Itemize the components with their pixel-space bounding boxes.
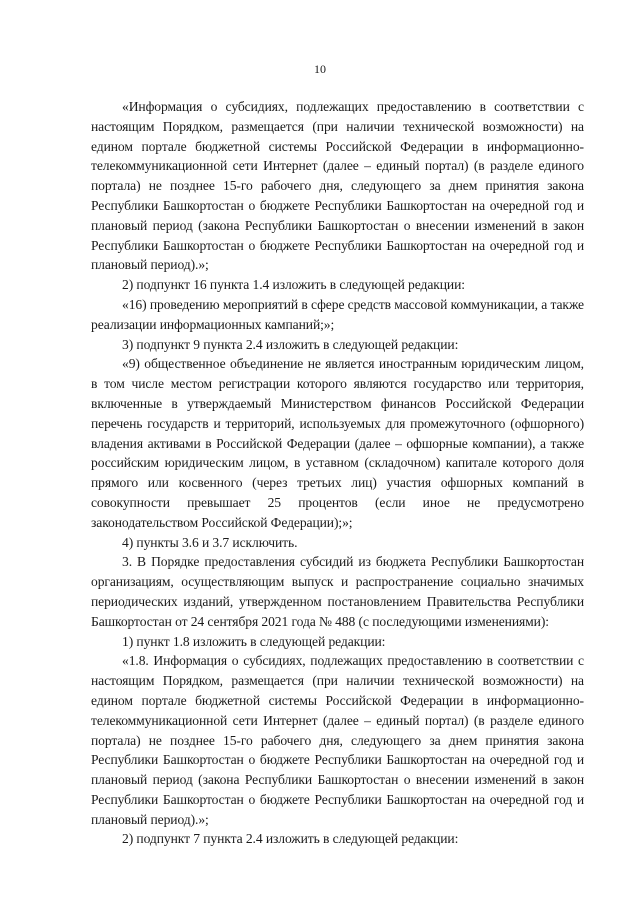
paragraph-item-3: 3) подпункт 9 пункта 2.4 изложить в следующей редакции: — [122, 336, 459, 352]
paragraph-subitem-9: «9) общественное объединение не является иностранным юридическим лицом, в том числе местом регистрации которого являются государство или территория, включенные в утверждаемый Министерством финансов Российской Федерации перечень государств и территорий, используемых для промежуточного (офшорного) владения активами в Российской Федерации (далее – офшорные компании), а также российским юридическим лицом, в уставном (складочном) капитале которого доля прямого или косвенного (через третьих лиц) участия офшорных компаний в совокупности превышает 25 процентов (если иное не предусмотрено законодательством Российской Федерации);»; — [91, 356, 584, 530]
paragraph-item-2: 2) подпункт 16 пункта 1.4 изложить в следующей редакции: — [122, 277, 465, 293]
document-body — [91, 97, 584, 849]
page-number: 10 — [314, 62, 326, 76]
paragraph-item-2-subitem-7: 2) подпункт 7 пункта 2.4 изложить в следующей редакции: — [122, 831, 459, 847]
paragraph-item-1: 1) пункт 1.8 изложить в следующей редакции: — [122, 633, 386, 649]
paragraph-section-3: 3. В Порядке предоставления субсидий из бюджета Республики Башкортостан организациям, осуществляющим выпуск и распространение социально значимых периодических изданий, утвержденном постановлением Правительства Республики Башкортостан от 24 сентября 2021 года № 488 (с последующими изменениями): — [91, 554, 584, 629]
paragraph-item-4: 4) пункты 3.6 и 3.7 исключить. — [122, 534, 298, 550]
paragraph-subitem-16: «16) проведению мероприятий в сфере средств массовой коммуникации, а также реализации информационных кампаний;»; — [91, 296, 584, 332]
paragraph-subsidy-info: «Информация о субсидиях, подлежащих предоставлению в соответствии с настоящим Порядком, размещается (при наличии технической возможности) на едином портале бюджетной системы Российской Федерации в информационно-телекоммуникационной сети Интернет (далее – единый портал) (в разделе единого портала) не позднее 15-го рабочего дня, следующего за днем принятия закона Республики Башкортостан о бюджете Республики Башкортостан на очередной год и плановый период (закона Республики Башкортостан о внесении изменений в закон Республики Башкортостан о бюджете Республики Башкортостан на очередной год и плановый период).»; — [91, 99, 584, 273]
paragraph-clause-1-8: «1.8. Информация о субсидиях, подлежащих предоставлению в соответствии с настоящим Порядком, размещается (при наличии технической возможности) на едином портале бюджетной системы Российской Федерации в информационно-телекоммуникационной сети Интернет (далее – единый портал) (в разделе единого портала) не позднее 15-го рабочего дня, следующего за днем принятия закона Республики Башкортостан о бюджете Республики Башкортостан на очередной год и плановый период (закона Республики Башкортостан о внесении изменений в закон Республики Башкортостан о бюджете Республики Башкортостан на очередной год и плановый период).»; — [91, 653, 584, 827]
